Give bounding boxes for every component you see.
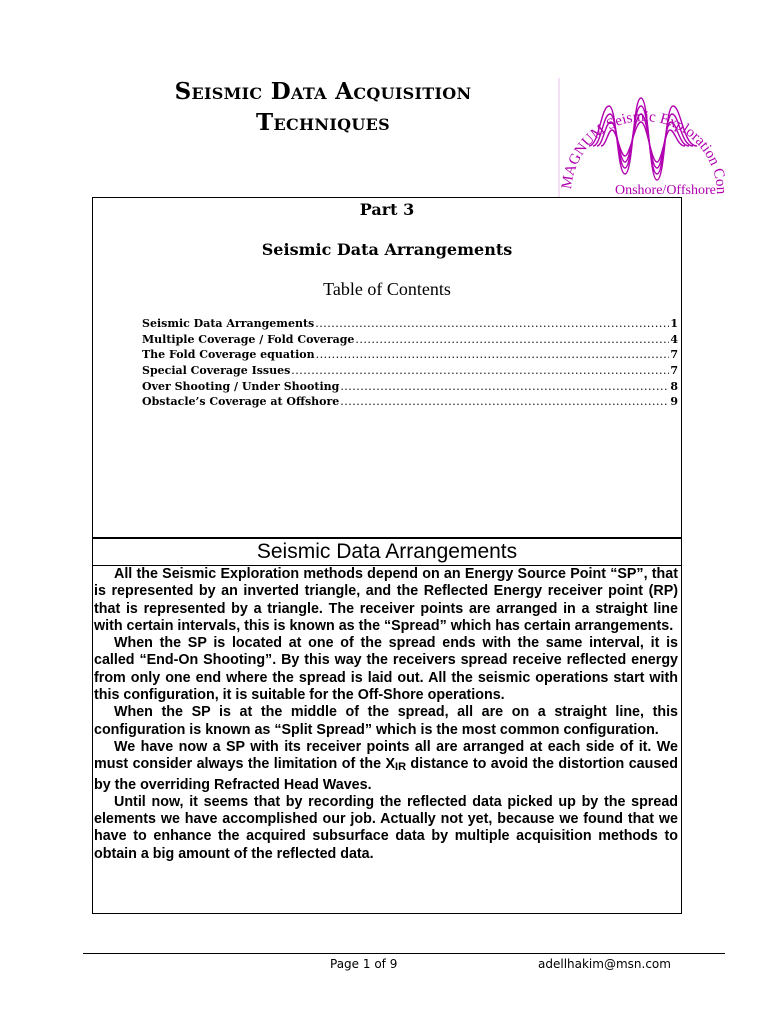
author-email: adellhakim@msn.com bbox=[538, 957, 671, 971]
paragraph-1: All the Seismic Exploration methods depend on an Energy Source Point “SP”, that is represented by an inverted triangle, and the Reflected Energy receiver point (RP) that is represented by a triangle. The receiver points are arranged in a straight line with certain intervals, this is known as the “Spread” which has certain arrangements. bbox=[94, 566, 678, 634]
toc-entry[interactable]: Seismic Data Arrangements ..... 1 bbox=[142, 317, 678, 333]
toc-entry[interactable]: Over Shooting / Under Shooting ..... 8 bbox=[142, 380, 678, 396]
toc-entry[interactable]: The Fold Coverage equation ..... 7 bbox=[142, 348, 678, 364]
title-line-1: Seismic Data Acquisition bbox=[174, 78, 472, 105]
toc-heading: Table of Contents bbox=[323, 279, 451, 299]
section-body bbox=[94, 566, 678, 863]
paragraph-2: When the SP is located at one of the spread ends with the same interval, it is called “End-On Shooting”. By this way the receivers spread receive reflected energy from only one end where the spread is laid out. All the seismic operations start with this configuration, it is suitable for the Off-Shore operations. bbox=[94, 635, 678, 704]
part-subtitle: Seismic Data Arrangements bbox=[261, 240, 513, 259]
toc-list bbox=[142, 317, 678, 411]
page-number: Page 1 of 9 bbox=[330, 957, 398, 971]
paragraph-4: We have now a SP with its receiver points all are arranged at each side of it. We must consider always the limitation of the $X_{IR}$ distance to avoid the distortion caused by the overriding Refracted Head Waves. bbox=[94, 738, 678, 793]
footer-divider bbox=[83, 953, 725, 954]
paragraph-3: When the SP is at the middle of the spread, all are on a straight line, this configuration is known as “Split Spread” which is the most common configuration. bbox=[94, 704, 678, 738]
logo-sub-text: Onshore/Offshore bbox=[615, 183, 716, 198]
title-line-2: Techniques bbox=[256, 109, 390, 136]
section-header bbox=[92, 538, 682, 566]
part-title: Part 3 bbox=[359, 200, 415, 219]
toc-entry[interactable]: Multiple Coverage / Fold Coverage ..... 4 bbox=[142, 333, 678, 349]
toc-content bbox=[92, 0, 682, 540]
section-title: Seismic Data Arrangements bbox=[256, 540, 518, 563]
logo-arc-text: MAGNUM Seismic Exploration Con bbox=[558, 108, 730, 195]
toc-entry[interactable]: Obstacle’s Coverage at Offshore ..... 9 bbox=[142, 395, 678, 411]
toc-entry[interactable]: Special Coverage Issues ..... 7 bbox=[142, 364, 678, 380]
paragraph-5: Until now, it seems that by recording the reflected data picked up by the spread elements we have accomplished our job. Actually not yet, because we found that we have to enhance the acquired subsurface data by multiple acquisition methods to obtain a big amount of the reflected data. bbox=[94, 793, 678, 862]
